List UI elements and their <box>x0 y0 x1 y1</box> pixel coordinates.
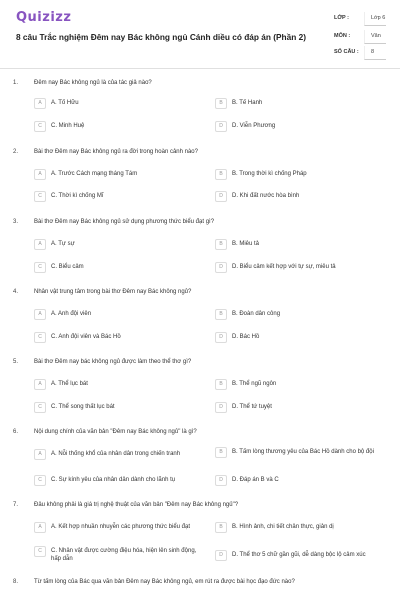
option-text: D. Biểu cảm kết hợp với tự sự, miêu tả <box>232 264 336 270</box>
option-letter-badge: A <box>34 169 46 180</box>
option-letter-badge: B <box>215 98 227 109</box>
question-text: Nội dung chính của văn bản "Đêm nay Bác không ngủ" là gì? <box>34 429 197 435</box>
option-text: C. Thời kì chống Mĩ <box>51 193 104 199</box>
question-text: Bài thơ Đêm nay Bác không ngủ sử dụng phương thức biểu đạt gì? <box>34 219 215 225</box>
question-text: Đêm nay Bác không ngủ là của tác giả nào? <box>34 80 152 86</box>
option-letter-badge: D <box>215 475 227 486</box>
question-number: 1. <box>13 80 19 86</box>
question-text: Đâu không phải là giá trị nghệ thuật của văn bản "Đêm nay Bác không ngủ"? <box>34 502 239 508</box>
question-number: 4. <box>13 289 19 295</box>
option-text: D. Khi đất nước hòa bình <box>232 193 300 199</box>
header-divider <box>0 68 400 69</box>
option-text: B. Tế Hanh <box>232 100 263 106</box>
option-text: B. Tấm lòng thương yêu của Bác Hồ dành cho bộ đội <box>232 449 374 455</box>
question-number: 7. <box>13 502 19 508</box>
question-number: 6. <box>13 429 19 435</box>
option-letter-badge: B <box>215 239 227 250</box>
option-text: B. Đoàn dân công <box>232 311 281 317</box>
question-number: 3. <box>13 219 19 225</box>
worksheet-header <box>0 0 400 66</box>
question-text: Từ tấm lòng của Bác qua văn bản Đêm nay Bác không ngủ, em rút ra được bài học đạo đức nào? <box>34 579 295 585</box>
option-text: C. Sự kính yêu của nhân dân dành cho lãnh tụ <box>51 477 176 483</box>
option-letter-badge: C <box>34 402 46 413</box>
option-letter-badge: B <box>215 169 227 180</box>
option-letter-badge: A <box>34 98 46 109</box>
option-text: C. Thể song thất lục bát <box>51 404 115 410</box>
option-text: C. Nhân vật được cường điệu hóa, hiện lên sinh động, hấp dẫn <box>51 548 197 562</box>
question-text: Bài thơ Đêm nay Bác không ngủ ra đời trong hoàn cảnh nào? <box>34 149 198 155</box>
meta-count-label: SỐ CÂU : <box>334 49 359 55</box>
option-letter-badge: B <box>215 309 227 320</box>
option-letter-badge: C <box>34 546 46 557</box>
option-letter-badge: C <box>34 191 46 202</box>
option-letter-badge: D <box>215 402 227 413</box>
option-letter-badge: B <box>215 522 227 533</box>
option-text: D. Thể tứ tuyệt <box>232 404 272 410</box>
option-letter-badge: C <box>34 121 46 132</box>
worksheet-title: 8 câu Trắc nghiệm Đêm nay Bác không ngủ Cánh diều có đáp án (Phần 2) <box>16 32 306 42</box>
option-text: D. Đáp án B và C <box>232 477 279 483</box>
option-letter-badge: D <box>215 121 227 132</box>
option-text: D. Viễn Phương <box>232 123 276 129</box>
option-text: A. Nỗi thống khổ của nhân dân trong chiến tranh <box>51 451 181 457</box>
option-text: C. Biểu cảm <box>51 264 84 270</box>
option-text: A. Anh đội viên <box>51 311 92 317</box>
meta-grade-label: LỚP : <box>334 15 349 21</box>
meta-count-value: 8 <box>364 46 386 60</box>
option-text: D. Thể thơ 5 chữ gần gũi, dễ dàng bộc lộ cảm xúc <box>232 552 366 558</box>
quizizz-logo: Quizizz <box>16 10 72 25</box>
option-letter-badge: C <box>34 332 46 343</box>
option-text: C. Minh Huệ <box>51 123 85 129</box>
meta-grade <box>334 12 386 26</box>
meta-count <box>334 46 386 60</box>
option-letter-badge: B <box>215 379 227 390</box>
option-letter-badge: A <box>34 449 46 460</box>
option-letter-badge: D <box>215 191 227 202</box>
question-number: 5. <box>13 359 19 365</box>
option-text: B. Thể ngũ ngôn <box>232 381 277 387</box>
option-text: A. Kết hợp nhuần nhuyễn các phương thức biểu đạt <box>51 524 190 530</box>
option-letter-badge: A <box>34 309 46 320</box>
option-letter-badge: A <box>34 522 46 533</box>
option-text: A. Trước Cách mạng tháng Tám <box>51 171 138 177</box>
option-text: B. Miêu tả <box>232 241 260 247</box>
option-letter-badge: D <box>215 332 227 343</box>
meta-grade-value: Lớp 6 <box>364 12 386 26</box>
meta-subject <box>334 30 386 44</box>
question-number: 8. <box>13 579 19 585</box>
option-letter-badge: B <box>215 447 227 458</box>
option-text: B. Hình ảnh, chi tiết chân thực, giản dị <box>232 524 334 530</box>
question-text: Nhân vật trung tâm trong bài thơ Đêm nay Bác không ngủ? <box>34 289 192 295</box>
meta-subject-value: Văn <box>364 30 386 44</box>
option-letter-badge: A <box>34 239 46 250</box>
option-text: D. Bác Hồ <box>232 334 260 340</box>
option-letter-badge: A <box>34 379 46 390</box>
option-text: A. Tố Hữu <box>51 100 79 106</box>
option-letter-badge: C <box>34 475 46 486</box>
question-number: 2. <box>13 149 19 155</box>
question-text: Bài thơ Đêm nay bác không ngủ được làm theo thể thơ gì? <box>34 359 192 365</box>
option-letter-badge: D <box>215 550 227 561</box>
option-text: C. Anh đội viên và Bác Hồ <box>51 334 121 340</box>
option-letter-badge: C <box>34 262 46 273</box>
option-text: A. Tự sự <box>51 241 75 247</box>
meta-subject-label: MÔN : <box>334 33 351 39</box>
option-letter-badge: D <box>215 262 227 273</box>
option-text: B. Trong thời kì chống Pháp <box>232 171 307 177</box>
option-text: A. Thể lục bát <box>51 381 88 387</box>
